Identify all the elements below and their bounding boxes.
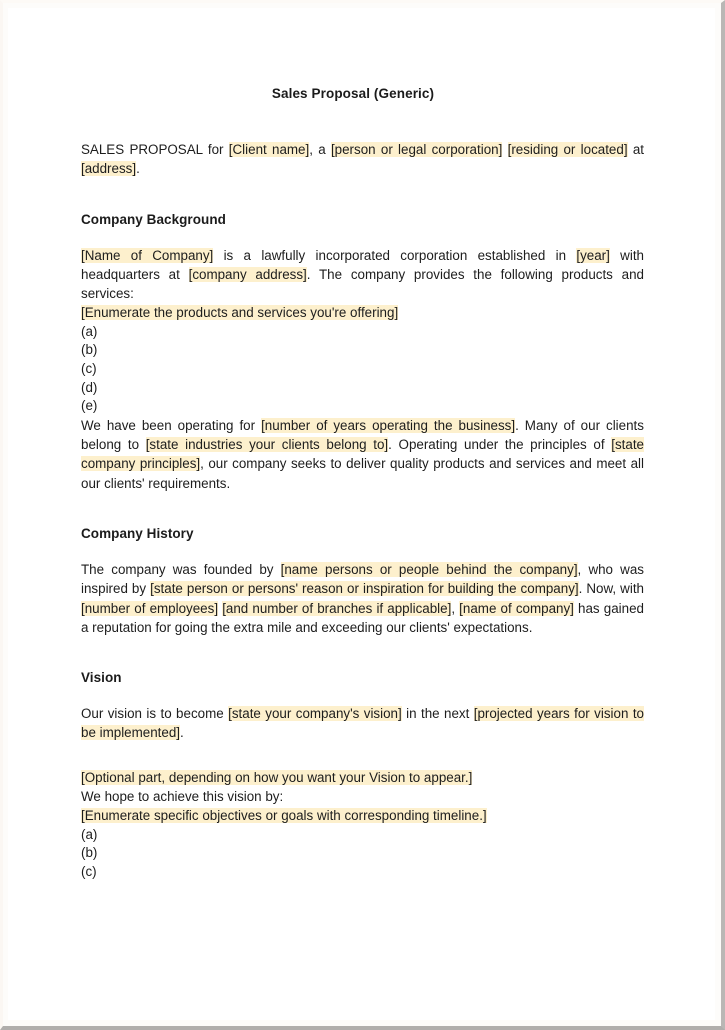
placeholder-name-of-company-2: [name of company] (459, 600, 574, 616)
placeholder-optional-vision-note: [Optional part, depending on how you want your Vision to appear.] (81, 769, 473, 785)
intro-text-1: SALES PROPOSAL for (81, 142, 229, 157)
placeholder-enumerate-objectives: [Enumerate specific objectives or goals with corresponding timeline.] (81, 808, 487, 824)
cb-text-2: with headquarters at (81, 247, 644, 282)
section-heading-vision: Vision (81, 670, 122, 686)
company-background-enumerate-prompt (81, 303, 629, 322)
placeholder-name-of-company: [Name of Company] (81, 247, 214, 263)
placeholder-company-address: [company address] (188, 266, 307, 282)
vi-text-2: in the next (401, 706, 474, 722)
placeholder-company-principles: [state company principles] (81, 437, 644, 472)
page-title: Sales Proposal (Generic) (271, 86, 435, 101)
intro-text-5: . (136, 161, 140, 177)
intro-text-2: , a (309, 142, 331, 157)
placeholder-number-of-years-operating: [number of years operating the business] (261, 417, 516, 433)
cb2-text-1: We have been operating for (81, 417, 262, 433)
placeholder-year: [year] (576, 247, 610, 263)
document-page (8, 8, 715, 1020)
placeholder-founders: [name persons or people behind the company] (280, 561, 578, 577)
vision-paragraph (81, 704, 644, 743)
ch-text-3: . Now, with (578, 581, 644, 597)
placeholder-client-name: [Client name] (228, 142, 310, 157)
list-item: (c) (81, 360, 97, 376)
cb2-text-2: . Many of our clients belong to (81, 417, 644, 453)
list-item: (e) (81, 398, 98, 414)
cb-text-3: . The company provides the following products and services: (81, 266, 644, 302)
placeholder-address: [address] (81, 161, 137, 177)
vi-text-1: Our vision is to become (81, 706, 229, 722)
vision-optional-note (81, 768, 629, 787)
cb2-text-4: , our company seeks to deliver quality products and services and meet all our clients' requirements. (81, 456, 644, 491)
vision-enumerate-prompt (81, 806, 629, 825)
list-item: (a) (81, 323, 98, 339)
section-heading-company-background: Company Background (81, 211, 226, 227)
placeholder-company-vision: [state your company's vision] (228, 706, 402, 722)
objectives-list (81, 826, 629, 882)
section-heading-company-history: Company History (81, 525, 194, 541)
intro-paragraph (81, 140, 644, 179)
intro-text-3 (502, 142, 507, 157)
ch-text-2: , who was inspired by (81, 561, 644, 597)
placeholder-number-of-employees: [number of employees] (81, 600, 219, 616)
cb2-text-3: . Operating under the principles of (388, 437, 612, 453)
list-item: (a) (81, 826, 98, 842)
company-background-paragraph-2 (81, 416, 644, 493)
placeholder-client-industries: [state industries your clients belong to] (145, 437, 389, 453)
placeholder-residing-or-located: [residing or located] (507, 142, 628, 157)
company-background-paragraph-1 (81, 246, 644, 304)
intro-text-4: at (627, 142, 644, 157)
list-item: (b) (81, 845, 98, 861)
vi-text-3: . (180, 725, 184, 741)
cb-text-1: is a lawfully incorporated corporation established in (213, 247, 577, 263)
placeholder-founders-inspiration: [state person or persons' reason or inspiration for building the company] (150, 581, 579, 597)
vision-closing-lead: We hope to achieve this vision by: (81, 789, 284, 805)
list-item: (d) (81, 379, 98, 395)
ch-text-6: has gained a reputation for going the extra mile and exceeding our clients' expectations. (81, 600, 644, 635)
list-item: (c) (81, 863, 97, 879)
ch-text-1: The company was founded by (81, 561, 281, 577)
placeholder-person-or-legal-corporation: [person or legal corporation] (330, 142, 503, 157)
company-history-paragraph (81, 560, 644, 637)
products-services-list (81, 323, 629, 416)
ch-text-5: , (451, 600, 460, 616)
placeholder-number-of-branches: [and number of branches if applicable] (222, 600, 452, 616)
list-item: (b) (81, 342, 98, 358)
placeholder-projected-years: [projected years for vision to be implemented] (81, 706, 644, 741)
placeholder-enumerate-products-services: [Enumerate the products and services you're offering] (81, 305, 399, 321)
